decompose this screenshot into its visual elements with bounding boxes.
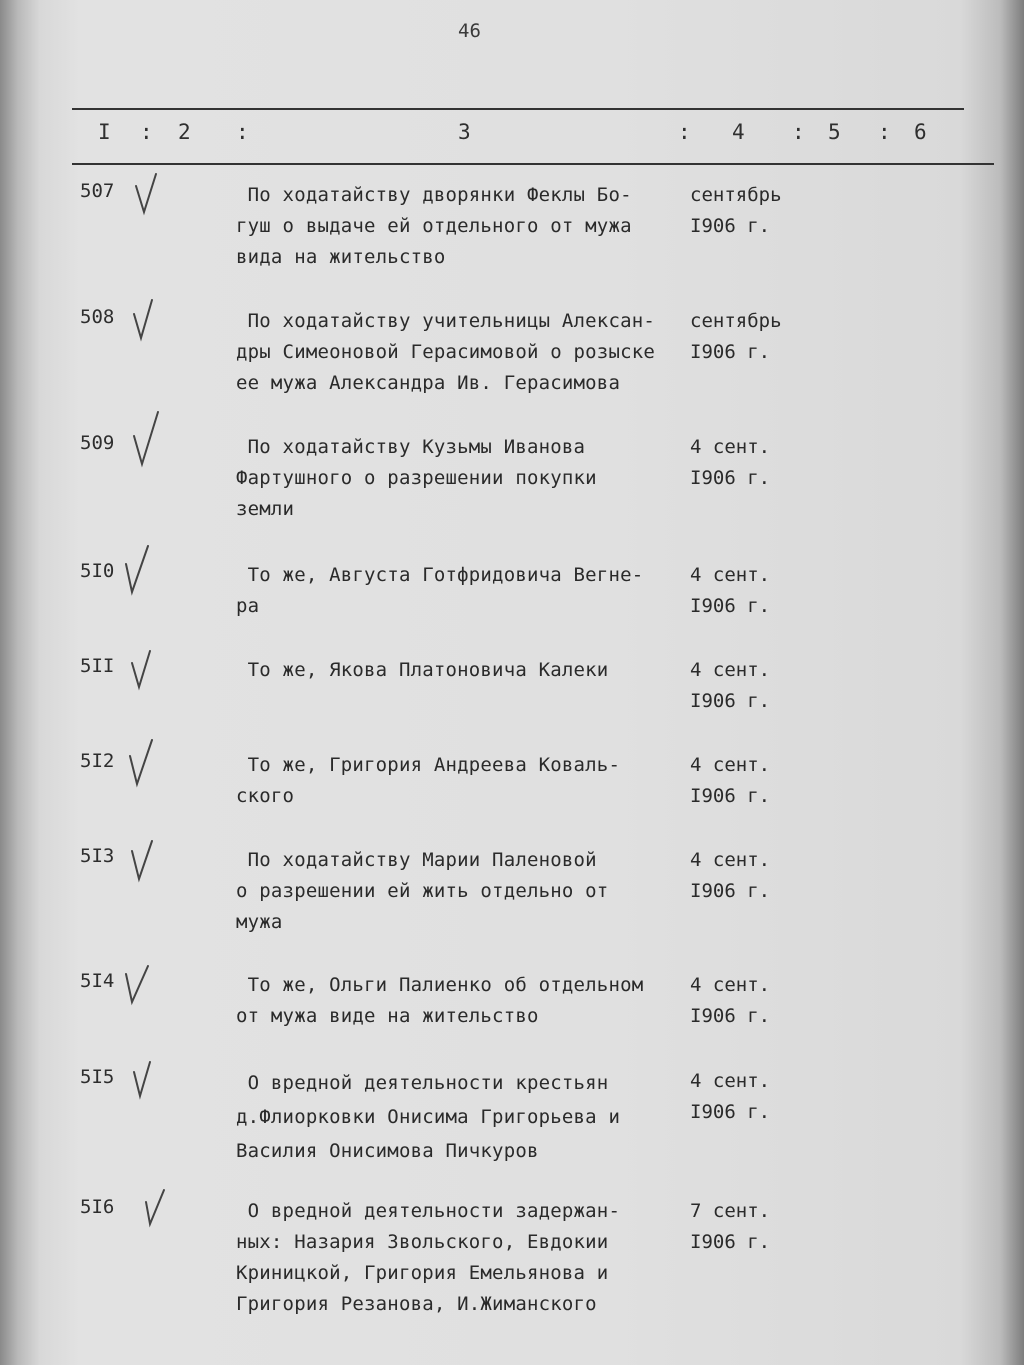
checkmark-icon (120, 962, 154, 1008)
column-header-5: 5 (828, 120, 841, 144)
entry-date: 4 сент. I906 г. (690, 659, 771, 712)
entry-description: То же, Григория Андреева Коваль- ского (236, 754, 621, 807)
column-header-3: 3 (458, 120, 471, 144)
entry-date: 4 сент. I906 г. (690, 974, 771, 1027)
entry-number: 5I4 (80, 970, 115, 992)
checkmark-icon (124, 738, 158, 788)
header-bottom-rule (72, 163, 994, 165)
entry-description: То же, Ольги Палиенко об отдельном от мужа виде на жительство (236, 974, 644, 1027)
column-separator: : (678, 120, 691, 144)
entry-date: сентябрь I906 г. (690, 184, 782, 237)
entry-number: 508 (80, 306, 115, 328)
column-header-4: 4 (732, 120, 745, 144)
checkmark-icon (126, 647, 160, 693)
entry-number: 5II (80, 655, 115, 677)
entry-date: 4 сент. I906 г. (690, 754, 771, 807)
entry-date: сентябрь I906 г. (690, 310, 782, 363)
document-page (40, 0, 1000, 1365)
entry-date: 4 сент. I906 г. (690, 849, 771, 902)
entry-number: 5I6 (80, 1196, 115, 1218)
column-separator: : (236, 120, 249, 144)
checkmark-icon (126, 837, 160, 883)
entry-date: 4 сент. I906 г. (690, 436, 771, 489)
entry-date: 4 сент. I906 г. (690, 564, 771, 617)
entry-description: О вредной деятельности задержан- ных: Назария Звольского, Евдокии Криницкой, Григория Емельянова и Григория Резанова, И.Жиманского (236, 1200, 621, 1315)
entry-description: По ходатайству Марии Паленовой о разрешении ей жить отдельно от мужа (236, 849, 609, 933)
entry-number: 509 (80, 432, 115, 454)
entry-description: По ходатайству дворянки Феклы Бо- гуш о выдаче ей отдельного от мужа вида на жительство (236, 184, 632, 268)
checkmark-icon (130, 1058, 164, 1104)
entry-description: То же, Якова Платоновича Калеки (236, 659, 609, 681)
column-header-1: I (98, 120, 111, 144)
header-top-rule (72, 108, 964, 110)
checkmark-icon (130, 298, 164, 344)
column-separator: : (792, 120, 805, 144)
entry-number: 5I0 (80, 560, 115, 582)
column-header-2: 2 (178, 120, 191, 144)
checkmark-icon (130, 410, 164, 468)
column-separator: : (140, 120, 153, 144)
column-header-6: 6 (914, 120, 927, 144)
entry-number: 507 (80, 180, 115, 202)
entry-description: О вредной деятельности крестьян д.Флиорковки Онисима Григорьева и Василия Онисимова Пичкуров (236, 1072, 621, 1162)
checkmark-icon (132, 172, 166, 218)
checkmark-icon (140, 1188, 174, 1234)
entry-date: 4 сент. I906 г. (690, 1070, 771, 1123)
column-separator: : (878, 120, 891, 144)
entry-number: 5I2 (80, 750, 115, 772)
entry-number: 5I3 (80, 845, 115, 867)
entry-description: По ходатайству Кузьмы Иванова Фартушного о разрешении покупки земли (236, 436, 597, 520)
entry-date: 7 сент. I906 г. (690, 1200, 771, 1253)
entry-description: То же, Августа Готфридовича Вегне- ра (236, 564, 644, 617)
entry-description: По ходатайству учительницы Алексан- дры Симеоновой Герасимовой о розыске ее мужа Александра Ив. Герасимова (236, 310, 656, 394)
page-number: 46 (458, 20, 481, 42)
checkmark-icon (120, 544, 154, 596)
entry-number: 5I5 (80, 1066, 115, 1088)
